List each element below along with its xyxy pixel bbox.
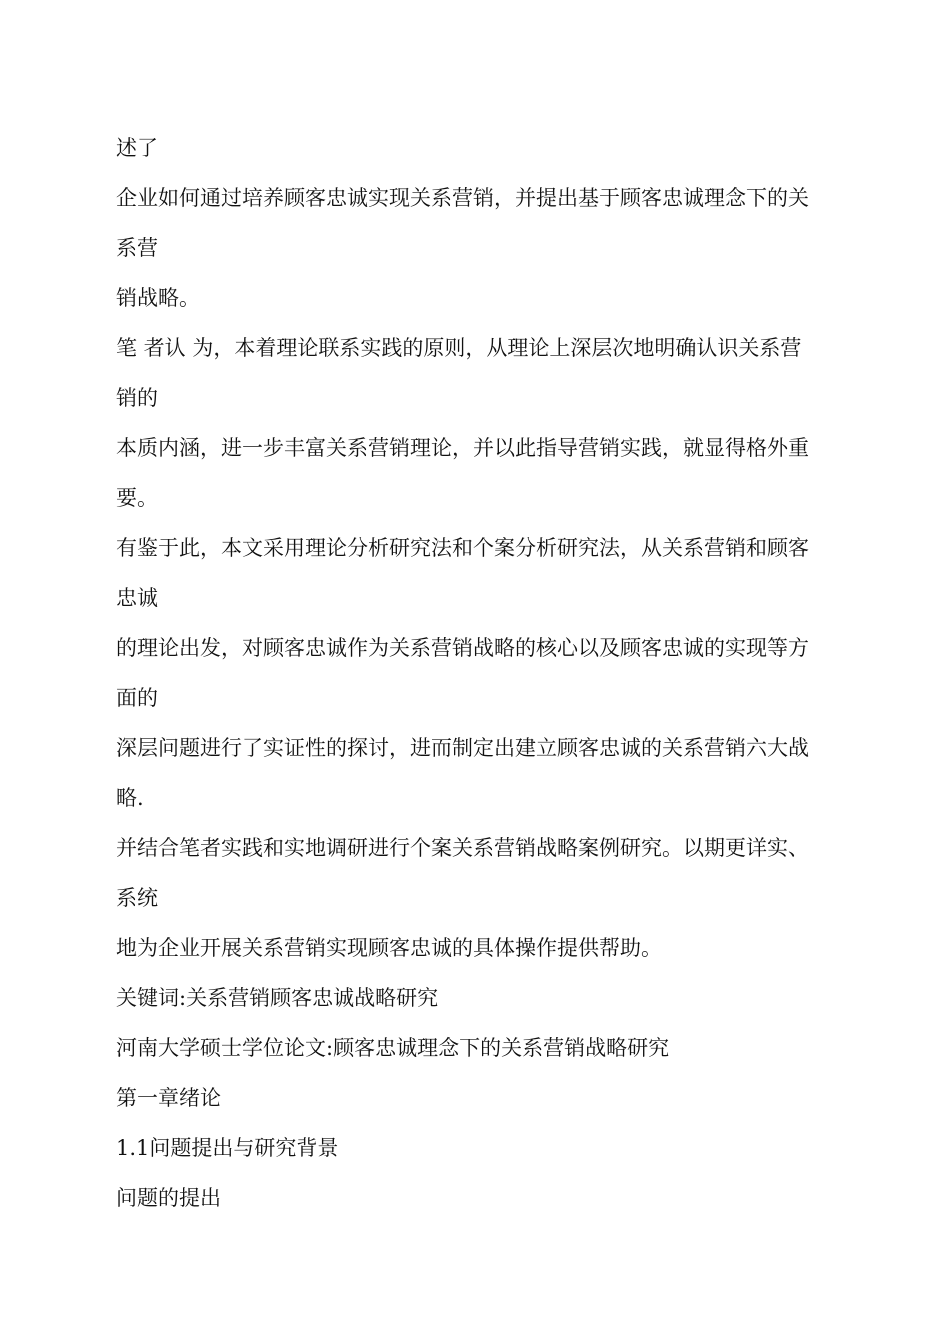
chapter-heading: 第一章绪论 — [116, 1086, 221, 1110]
body-text-line: 并结合笔者实践和实地调研进行个案关系营销战略案例研究。以期更详实、 — [116, 836, 809, 860]
running-header-line: 河南大学硕士学位论文:顾客忠诚理念下的关系营销战略研究 — [116, 1036, 670, 1060]
section-heading: 1.1问题提出与研究背景 — [116, 1136, 339, 1160]
body-text-line: 要。 — [116, 486, 158, 510]
body-text-line: 忠诚 — [116, 586, 158, 610]
body-text-line: 笔 者认 为，本着理论联系实践的原则，从理论上深层次地明确认识关系营 — [116, 336, 802, 360]
body-text-line: 述了 — [116, 136, 158, 160]
body-text-line: 企业如何通过培养顾客忠诚实现关系营销，并提出基于顾客忠诚理念下的关 — [116, 186, 809, 210]
body-text-line: 系营 — [116, 236, 158, 260]
body-text-line: 略. — [116, 786, 144, 810]
subsection-heading: 问题的提出 — [116, 1186, 221, 1210]
keywords-line: 关键词:关系营销顾客忠诚战略研究 — [116, 986, 439, 1010]
body-text-line: 系统 — [116, 886, 158, 910]
body-text-line: 面的 — [116, 686, 158, 710]
body-text-line: 地为企业开展关系营销实现顾客忠诚的具体操作提供帮助。 — [116, 936, 662, 960]
body-text-line: 销战略。 — [116, 286, 200, 310]
body-text-line: 深层问题进行了实证性的探讨，进而制定出建立顾客忠诚的关系营销六大战 — [116, 736, 809, 760]
body-text-line: 有鉴于此，本文采用理论分析研究法和个案分析研究法，从关系营销和顾客 — [116, 536, 809, 560]
body-text-line: 销的 — [116, 386, 158, 410]
body-text-line: 的理论出发，对顾客忠诚作为关系营销战略的核心以及顾客忠诚的实现等方 — [116, 636, 809, 660]
body-text-line: 本质内涵，进一步丰富关系营销理论，并以此指导营销实践，就显得格外重 — [116, 436, 809, 460]
